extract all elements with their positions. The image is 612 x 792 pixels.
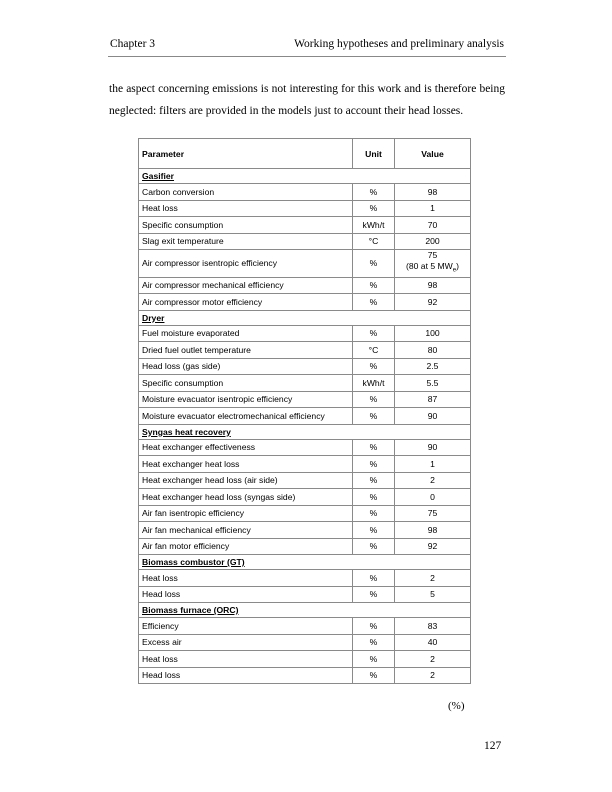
table-row	[139, 538, 471, 555]
value-note	[398, 261, 467, 277]
body-paragraph	[109, 78, 505, 122]
param-cell: Moisture evacuator isentropic efficiency	[139, 391, 353, 408]
value-cell: 98	[395, 277, 471, 294]
unit-cell: °C	[353, 342, 395, 359]
header-divider	[108, 56, 506, 57]
unit-cell: %	[353, 391, 395, 408]
table-body	[139, 169, 471, 684]
value-cell: 0	[395, 489, 471, 506]
value-cell: 40	[395, 634, 471, 651]
param-cell: Air compressor isentropic efficiency	[139, 250, 353, 278]
param-cell: Heat loss	[139, 570, 353, 587]
table-row	[139, 408, 471, 425]
unit-cell: %	[353, 358, 395, 375]
table-caption: (%)	[448, 700, 465, 712]
unit-cell: %	[353, 538, 395, 555]
value-cell: 98	[395, 184, 471, 201]
param-cell: Specific consumption	[139, 217, 353, 234]
value-cell: 2	[395, 472, 471, 489]
table-row	[139, 294, 471, 311]
table-row	[139, 391, 471, 408]
param-cell: Air compressor mechanical efficiency	[139, 277, 353, 294]
body-line-1: the aspect concerning emissions is not interesting for this work and is therefore being	[109, 83, 505, 95]
value-cell: 92	[395, 538, 471, 555]
running-header	[110, 38, 504, 54]
table-row	[139, 570, 471, 587]
unit-cell: %	[353, 634, 395, 651]
param-cell: Air fan motor efficiency	[139, 538, 353, 555]
section-title: Syngas heat recovery	[139, 424, 471, 439]
value-cell: 5	[395, 586, 471, 603]
param-cell: Head loss	[139, 667, 353, 684]
value-cell: 2	[395, 651, 471, 668]
table-row	[139, 217, 471, 234]
unit-cell: %	[353, 667, 395, 684]
value-cell: 2.5	[395, 358, 471, 375]
unit-cell: %	[353, 294, 395, 311]
table-row	[139, 200, 471, 217]
unit-cell: %	[353, 439, 395, 456]
table-row	[139, 667, 471, 684]
table-row	[139, 586, 471, 603]
section-row	[139, 169, 471, 184]
param-cell: Head loss (gas side)	[139, 358, 353, 375]
value-cell: 2	[395, 667, 471, 684]
unit-cell: %	[353, 651, 395, 668]
unit-cell: %	[353, 570, 395, 587]
value-main: 75	[427, 250, 438, 260]
section-title: Gasifier	[139, 169, 471, 184]
unit-cell: %	[353, 618, 395, 635]
unit-cell: %	[353, 472, 395, 489]
section-title: Dryer	[139, 310, 471, 325]
value-cell: 200	[395, 233, 471, 250]
table-row	[139, 634, 471, 651]
table-row	[139, 618, 471, 635]
table-row	[139, 325, 471, 342]
param-cell: Slag exit temperature	[139, 233, 353, 250]
value-cell: 5.5	[395, 375, 471, 392]
value-cell: 2	[395, 570, 471, 587]
page-number: 127	[484, 740, 502, 752]
table-row	[139, 456, 471, 473]
param-cell: Heat loss	[139, 651, 353, 668]
unit-cell: %	[353, 586, 395, 603]
section-row	[139, 310, 471, 325]
param-cell: Heat exchanger effectiveness	[139, 439, 353, 456]
header-value: Value	[395, 139, 471, 169]
value-cell	[395, 250, 471, 278]
value-cell: 75	[395, 505, 471, 522]
value-cell: 87	[395, 391, 471, 408]
unit-cell: %	[353, 456, 395, 473]
table-row	[139, 277, 471, 294]
param-cell: Head loss	[139, 586, 353, 603]
unit-cell: %	[353, 408, 395, 425]
section-title: Biomass furnace (ORC)	[139, 603, 471, 618]
param-cell: Heat exchanger head loss (air side)	[139, 472, 353, 489]
chapter-label: Chapter 3	[110, 38, 156, 50]
unit-cell: %	[353, 325, 395, 342]
section-title: Working hypotheses and preliminary analysis	[294, 38, 504, 50]
table-row	[139, 505, 471, 522]
table-row	[139, 439, 471, 456]
header-unit: Unit	[353, 139, 395, 169]
value-cell: 90	[395, 408, 471, 425]
table-row	[139, 522, 471, 539]
unit-cell: %	[353, 522, 395, 539]
unit-cell: %	[353, 200, 395, 217]
param-cell: Moisture evacuator electromechanical efficiency	[139, 408, 353, 425]
param-cell: Excess air	[139, 634, 353, 651]
value-cell: 100	[395, 325, 471, 342]
value-cell: 1	[395, 456, 471, 473]
param-cell: Air fan mechanical efficiency	[139, 522, 353, 539]
unit-cell: °C	[353, 233, 395, 250]
parameters-table	[138, 138, 471, 684]
table-header-row	[139, 139, 471, 169]
table-row	[139, 472, 471, 489]
param-cell: Dried fuel outlet temperature	[139, 342, 353, 359]
param-cell: Heat loss	[139, 200, 353, 217]
section-row	[139, 424, 471, 439]
table-row	[139, 342, 471, 359]
param-cell: Specific consumption	[139, 375, 353, 392]
table-row	[139, 358, 471, 375]
value-cell: 70	[395, 217, 471, 234]
param-cell: Air compressor motor efficiency	[139, 294, 353, 311]
section-title: Biomass combustor (GT)	[139, 555, 471, 570]
unit-cell: %	[353, 184, 395, 201]
unit-cell: %	[353, 505, 395, 522]
table-row	[139, 184, 471, 201]
unit-cell: kWh/t	[353, 375, 395, 392]
value-cell: 90	[395, 439, 471, 456]
param-cell: Heat exchanger heat loss	[139, 456, 353, 473]
value-cell: 1	[395, 200, 471, 217]
unit-cell: %	[353, 489, 395, 506]
value-note-subscript: e	[452, 267, 457, 274]
table-row	[139, 651, 471, 668]
param-cell: Fuel moisture evaporated	[139, 325, 353, 342]
header-parameter: Parameter	[139, 139, 353, 169]
unit-cell: %	[353, 250, 395, 278]
value-cell: 80	[395, 342, 471, 359]
section-row	[139, 555, 471, 570]
table-row	[139, 233, 471, 250]
value-cell: 83	[395, 618, 471, 635]
param-cell: Heat exchanger head loss (syngas side)	[139, 489, 353, 506]
table-row	[139, 250, 471, 278]
value-cell: 98	[395, 522, 471, 539]
body-line-2: neglected: filters are provided in the models just to account their head losses.	[109, 105, 464, 117]
value-note-end: )	[456, 261, 460, 271]
table-row	[139, 375, 471, 392]
value-cell: 92	[395, 294, 471, 311]
param-cell: Efficiency	[139, 618, 353, 635]
value-note-text: (80 at 5 MW	[405, 261, 453, 271]
unit-cell: kWh/t	[353, 217, 395, 234]
unit-cell: %	[353, 277, 395, 294]
param-cell: Air fan isentropic efficiency	[139, 505, 353, 522]
table-row	[139, 489, 471, 506]
param-cell: Carbon conversion	[139, 184, 353, 201]
section-row	[139, 603, 471, 618]
